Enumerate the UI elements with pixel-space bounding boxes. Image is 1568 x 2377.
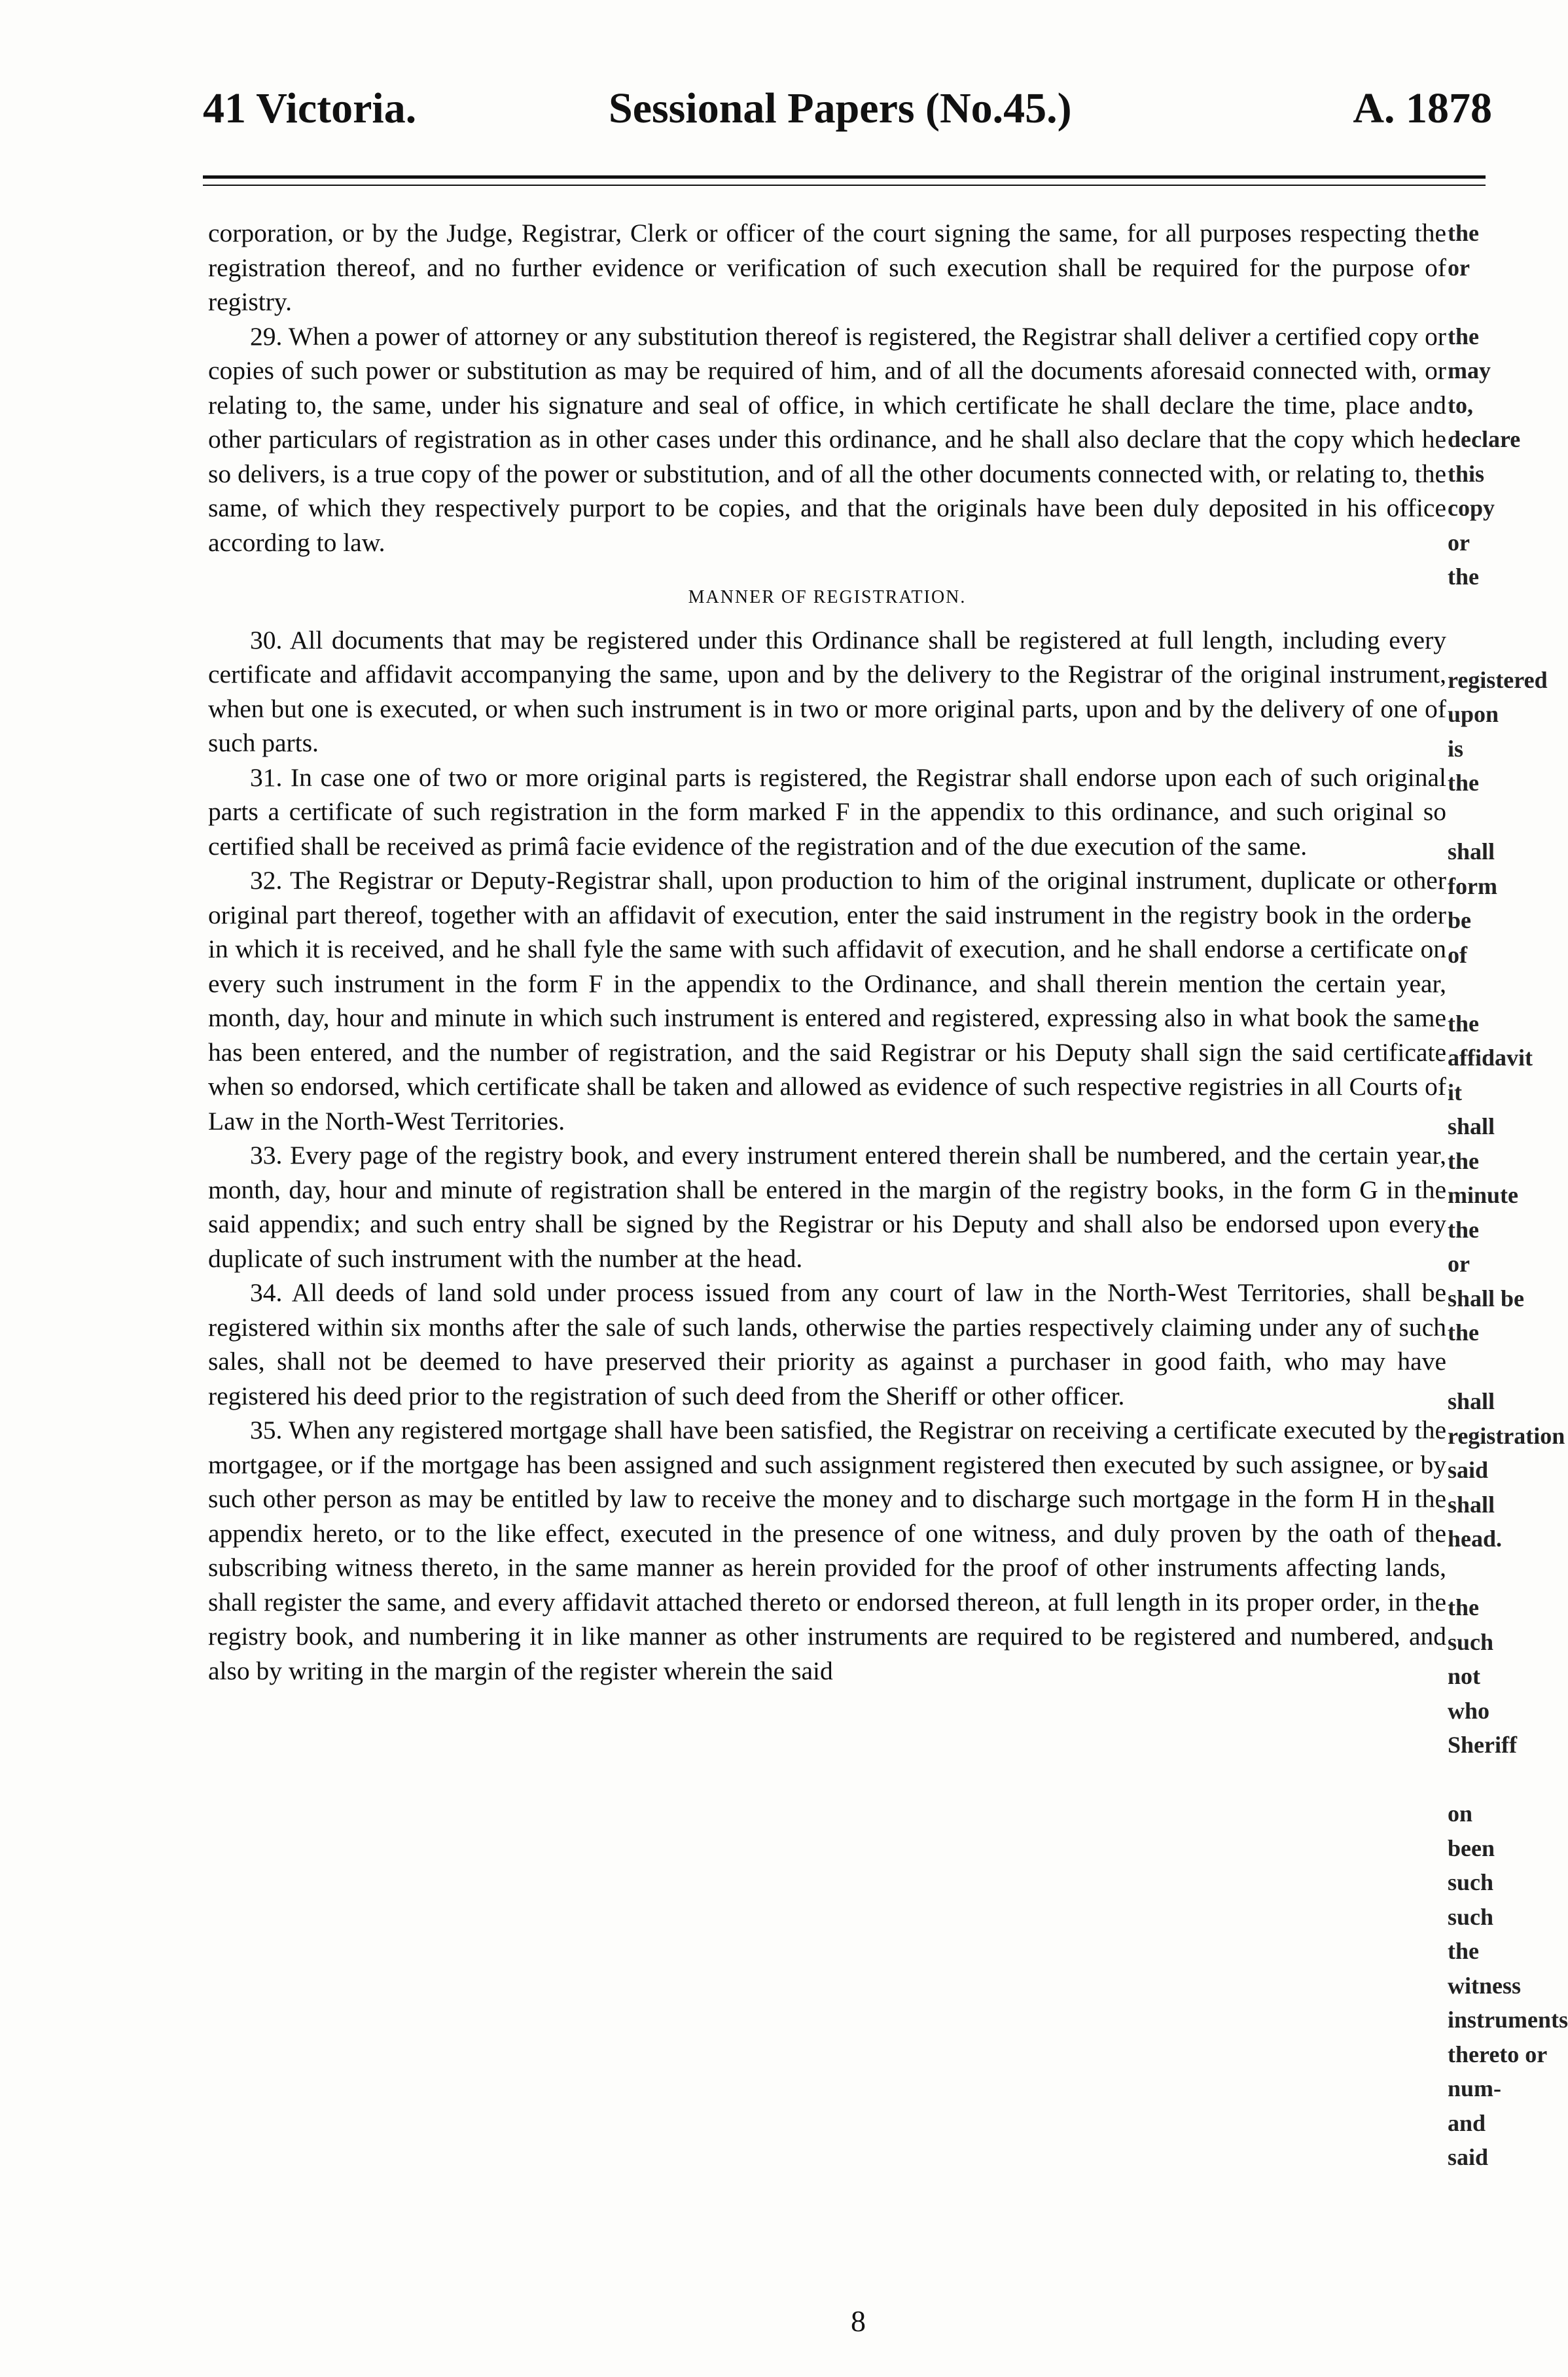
section-35: 35. When any registered mortgage shall have been satisfied, the Registrar on receiving a certificate executed by the mortgagee, or if the mortgage has been assigned and such assignment registered then executed by such assignee, or by such other person as may be entitled by law to receive the money and to discharge such mortgage in the form H in the appendix hereto, or to the like effect, executed in the presence of one witness, and duly proven by the oath of the subscribing witness thereto, in the same manner as herein provided for the proof of other instruments affecting lands, shall register the same, and every affidavit attached thereto or endorsed thereon, at full length in its proper order, in the registry book, and numbering it in like manner as other instruments are required to be registered and numbered, and also by writing in the margin of the register wherein the said: [208, 1416, 1446, 1685]
margin-word: Sheriff: [1448, 1732, 1517, 1758]
margin-word: [1448, 285, 1520, 319]
margin-word: the: [1448, 770, 1479, 796]
margin-word: [1448, 594, 1520, 629]
margin-word: on: [1448, 1800, 1473, 1827]
margin-continuation-words: [1448, 216, 1568, 2175]
margin-word: witness: [1448, 1972, 1522, 1999]
margin-word: who: [1448, 1697, 1490, 1724]
margin-word: registered: [1448, 666, 1548, 693]
margin-word: been: [1448, 1834, 1495, 1861]
margin-word: upon: [1448, 701, 1499, 727]
section-heading: MANNER OF REGISTRATION.: [688, 587, 967, 607]
section-34: 34. All deeds of land sold under process issued from any court of law in the North-West Territories, shall be registered within six months after the sale of such lands, otherwise the parties respectively claiming under any of such sales, shall not be deemed to have preserved their priority as against a purchaser in good faith, who may have registered his deed prior to the registration of such deed from the Sheriff or other officer.: [208, 1278, 1446, 1410]
margin-word: the: [1448, 1147, 1479, 1174]
margin-word: is: [1448, 735, 1464, 762]
margin-word: affidavit: [1448, 1045, 1533, 1071]
header-rule-thick: [203, 175, 1486, 179]
margin-word: and: [1448, 2109, 1486, 2136]
margin-word: or: [1448, 529, 1470, 556]
margin-word: the: [1448, 563, 1479, 590]
header-center: Sessional Papers (No.45.): [609, 84, 1072, 132]
margin-word: [1448, 1350, 1520, 1385]
margin-word: the: [1448, 1010, 1479, 1037]
paragraph: corporation, or by the Judge, Registrar, Clerk or officer of the court signing the same, for all purposes respecting the registration thereof, and no further evidence or verification of such execution shall be required for the purpose of registry.: [208, 219, 1446, 316]
margin-word: [1448, 972, 1520, 1007]
section-31: 31. In case one of two or more original parts is registered, the Registrar shall endorse upon each of such original parts a certificate of such registration in the form marked F in the appendix to this ordinance, and such original so certified shall be received as primâ facie evidence of the registration and of the due execution of the same.: [208, 762, 1446, 861]
margin-word: it: [1448, 1079, 1462, 1105]
margin-word: [1448, 800, 1520, 835]
margin-word: declare: [1448, 426, 1521, 452]
margin-word: registration: [1448, 1422, 1565, 1449]
margin-word: to,: [1448, 391, 1473, 418]
margin-word: shall: [1448, 1388, 1495, 1414]
margin-word: the: [1448, 1594, 1479, 1620]
margin-word: instruments: [1448, 2007, 1568, 2033]
running-header: [203, 84, 1492, 143]
margin-word: said: [1448, 1457, 1489, 1483]
margin-word: shall: [1448, 1491, 1495, 1518]
margin-word: thereto or: [1448, 2041, 1548, 2067]
margin-word: said: [1448, 2144, 1489, 2170]
margin-word: of: [1448, 941, 1467, 968]
margin-word: such: [1448, 1869, 1494, 1895]
margin-word: not: [1448, 1663, 1481, 1689]
margin-word: [1448, 1556, 1520, 1591]
body-text: [208, 216, 1446, 1688]
margin-word: the: [1448, 1319, 1479, 1346]
margin-word: num-: [1448, 2075, 1502, 2101]
margin-word: minute: [1448, 1182, 1518, 1208]
paragraph: 29. When a power of attorney or any substitution thereof is registered, the Registrar shall deliver a certified copy or copies of such power or substitution as may be required of him, and of all the documents aforesaid connected with, or relating to, the same, under his signature and seal of office, in which certificate he shall declare the time, place and other particulars of registration as in other cases under this ordinance, and he shall also declare that the copy which he so delivers, is a true copy of the power or substitution, and of all the other documents connected with, or relating to, the same, of which they respectively purport to be copies, and that the originals have been duly deposited in his office according to law.: [208, 321, 1446, 557]
margin-word: such: [1448, 1628, 1494, 1655]
margin-word: head.: [1448, 1526, 1503, 1552]
margin-word: form: [1448, 872, 1497, 899]
margin-word: or: [1448, 254, 1470, 281]
page-number: 8: [851, 2304, 866, 2338]
margin-word: such: [1448, 1903, 1494, 1930]
header-right: A. 1878: [1353, 84, 1492, 132]
header-left: 41 Victoria.: [203, 84, 417, 132]
margin-word: copy: [1448, 495, 1495, 521]
margin-word: shall: [1448, 838, 1495, 865]
margin-word: shall: [1448, 1113, 1495, 1139]
section-30: 30. All documents that may be registered under this Ordinance shall be registered at full length, including every certificate and affidavit accompanying the same, upon and by the delivery to the Registrar of the original instrument, when but one is executed, or when such instrument is in two or more original parts, upon and by the delivery of one of such parts.: [208, 625, 1446, 757]
section-32: 32. The Registrar or Deputy-Registrar shall, upon production to him of the original instrument, duplicate or other original part thereof, together with an affidavit of execution, enter the said instrument in the registry book in the order in which it is received, and he shall fyle the same with such affidavit of execution, and he shall endorse a certificate on every such instrument in the form F in the appendix to the Ordinance, and shall therein mention the certain year, month, day, hour and minute in which such instrument is entered and registered, expressing also in what book the same has been entered, and the number of registration, and the said Registrar or his Deputy shall sign the said certificate when so endorsed, which certificate shall be taken and allowed as evidence of such respective registries in all Courts of Law in the North-West Territories.: [208, 866, 1446, 1135]
margin-word: may: [1448, 357, 1491, 384]
margin-word: [1448, 628, 1520, 663]
margin-word: the: [1448, 220, 1479, 246]
margin-word: the: [1448, 1216, 1479, 1243]
margin-word: shall be: [1448, 1285, 1525, 1312]
margin-word: this: [1448, 460, 1485, 487]
section-33: 33. Every page of the registry book, and every instrument entered therein shall be numbered, and the certain year, month, day, hour and minute of registration shall be entered in the margin of the registry books, in the form G in the said appendix; and such entry shall be signed by the Registrar or his Deputy and shall also be endorsed upon every duplicate of such instrument with the number at the head.: [208, 1141, 1446, 1273]
margin-word: [1448, 1762, 1520, 1797]
margin-word: be: [1448, 907, 1471, 933]
margin-word: or: [1448, 1251, 1470, 1277]
header-rule-thin: [203, 185, 1486, 186]
margin-word: the: [1448, 1938, 1479, 1964]
margin-word: the: [1448, 323, 1479, 349]
